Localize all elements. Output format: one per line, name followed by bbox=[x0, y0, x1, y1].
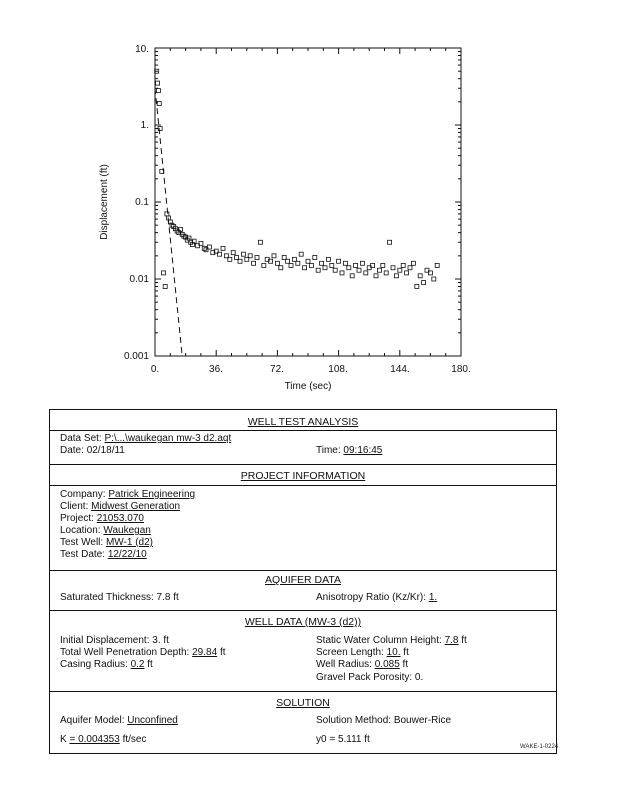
data-point bbox=[323, 266, 327, 270]
test-date-row bbox=[60, 549, 147, 561]
y-axis-label: Displacement (ft) bbox=[99, 164, 110, 240]
date-value: 02/18/11 bbox=[86, 445, 125, 456]
data-point bbox=[354, 263, 358, 267]
data-point bbox=[350, 274, 354, 278]
solution-title: SOLUTION bbox=[276, 697, 330, 709]
data-point bbox=[418, 274, 422, 278]
data-point bbox=[162, 271, 166, 275]
data-point bbox=[313, 256, 317, 260]
y-tick-label: 1. bbox=[140, 120, 149, 131]
data-set-row bbox=[60, 433, 231, 445]
data-point bbox=[316, 268, 320, 272]
well-radius-row bbox=[316, 659, 408, 671]
y-tick-label: 10. bbox=[135, 44, 149, 55]
well-radius-label: Well Radius: bbox=[316, 659, 372, 670]
test-well-value: MW-1 (d2) bbox=[105, 537, 153, 548]
time-row bbox=[316, 445, 382, 457]
footer-code: WAKE-1-0224 bbox=[520, 744, 559, 750]
data-point bbox=[221, 246, 225, 250]
screen-length-row bbox=[316, 647, 409, 659]
casing-radius-row bbox=[60, 659, 153, 671]
screen-length-value: 10. bbox=[386, 647, 401, 658]
gravel-pack-porosity: Gravel Pack Porosity: 0. bbox=[316, 672, 424, 683]
data-point bbox=[303, 266, 307, 270]
x-tick-labels bbox=[151, 364, 471, 375]
divider bbox=[50, 691, 556, 692]
data-point bbox=[391, 266, 395, 270]
data-point bbox=[360, 261, 364, 265]
data-point bbox=[401, 263, 405, 267]
well-data-title: WELL DATA (MW-3 (d2)) bbox=[244, 616, 362, 628]
data-point bbox=[432, 277, 436, 281]
y-tick-labels bbox=[124, 44, 149, 362]
data-point bbox=[343, 261, 347, 265]
company-value: Patrick Engineering bbox=[108, 489, 196, 500]
client-row bbox=[60, 501, 180, 513]
k-label: K bbox=[60, 734, 67, 745]
aquifer-model-label: Aquifer Model: bbox=[60, 715, 125, 726]
penetration-depth-row bbox=[60, 647, 226, 659]
data-point bbox=[377, 268, 381, 272]
data-point bbox=[296, 261, 300, 265]
data-point bbox=[347, 266, 351, 270]
data-point bbox=[156, 81, 160, 85]
y0-value: y0 = 5.111 ft bbox=[316, 734, 370, 745]
casing-radius-label: Casing Radius: bbox=[60, 659, 128, 670]
data-point bbox=[255, 256, 259, 260]
project-row bbox=[60, 513, 144, 525]
project-info-title: PROJECT INFORMATION bbox=[240, 470, 366, 482]
data-point bbox=[364, 271, 368, 275]
divider bbox=[50, 570, 556, 571]
data-point bbox=[272, 254, 276, 258]
x-tick-label: 180. bbox=[451, 364, 471, 375]
data-point bbox=[163, 284, 167, 288]
test-date-label: Test Date: bbox=[60, 549, 106, 560]
divider bbox=[50, 610, 556, 611]
data-point bbox=[309, 263, 313, 267]
aquifer-data-title: AQUIFER DATA bbox=[264, 574, 342, 586]
data-point bbox=[333, 268, 337, 272]
x-tick-label: 108. bbox=[328, 364, 348, 375]
casing-radius-value: 0.2 bbox=[130, 659, 145, 670]
divider bbox=[50, 485, 556, 486]
aquifer-model-row bbox=[60, 715, 178, 727]
x-tick-label: 36. bbox=[209, 364, 223, 375]
data-point bbox=[415, 284, 419, 288]
well-radius-unit: ft bbox=[402, 659, 409, 670]
data-point bbox=[299, 252, 303, 256]
date-row bbox=[60, 445, 125, 457]
data-point bbox=[241, 252, 245, 256]
x-tick-label: 72. bbox=[270, 364, 284, 375]
well-test-title: WELL TEST ANALYSIS bbox=[247, 416, 359, 428]
time-value: 09:16:45 bbox=[343, 445, 383, 456]
location-value: Waukegan bbox=[103, 525, 151, 536]
data-point bbox=[337, 259, 341, 263]
data-point bbox=[231, 251, 235, 255]
test-date-value: 12/22/10 bbox=[107, 549, 147, 560]
data-point bbox=[411, 261, 415, 265]
client-label: Client: bbox=[60, 501, 89, 512]
data-point bbox=[326, 257, 330, 261]
data-point bbox=[258, 240, 262, 244]
time-label: Time: bbox=[316, 445, 341, 456]
well-radius-value: 0.085 bbox=[374, 659, 400, 670]
location-label: Location: bbox=[60, 525, 101, 536]
penetration-depth-label: Total Well Penetration Depth: bbox=[60, 647, 190, 658]
static-water-column-value: 7.8 bbox=[444, 635, 459, 646]
aquifer-model-value: Unconfined bbox=[127, 715, 178, 726]
x-axis-label: Time (sec) bbox=[284, 381, 332, 392]
y-tick-label: 0.1 bbox=[135, 197, 149, 208]
k-value: = 0.004353 bbox=[69, 734, 120, 745]
data-point bbox=[388, 240, 392, 244]
data-point bbox=[289, 263, 293, 267]
anisotropy-row bbox=[316, 592, 437, 604]
plot-frame bbox=[155, 48, 461, 356]
casing-radius-unit: ft bbox=[147, 659, 153, 670]
data-point bbox=[422, 281, 426, 285]
data-point bbox=[394, 274, 398, 278]
date-label: Date: bbox=[60, 445, 84, 456]
test-well-row bbox=[60, 537, 153, 549]
divider bbox=[50, 430, 556, 431]
static-water-column-row bbox=[316, 635, 467, 647]
data-point bbox=[156, 89, 160, 93]
screen-length-label: Screen Length: bbox=[316, 647, 384, 658]
client-value: Midwest Generation bbox=[91, 501, 181, 512]
k-unit: ft/sec bbox=[122, 734, 147, 745]
data-point bbox=[275, 261, 279, 265]
anisotropy-label: Anisotropy Ratio (Kz/Kr): bbox=[316, 592, 427, 603]
company-label: Company: bbox=[60, 489, 106, 500]
x-tick-label: 0. bbox=[150, 364, 160, 375]
data-set-label: Data Set: bbox=[60, 433, 102, 444]
data-point bbox=[405, 271, 409, 275]
penetration-depth-unit: ft bbox=[219, 647, 226, 658]
k-row bbox=[60, 734, 146, 746]
data-point bbox=[279, 266, 283, 270]
project-label: Project: bbox=[60, 513, 94, 524]
y-tick-label: 0.01 bbox=[129, 274, 149, 285]
test-well-label: Test Well: bbox=[60, 537, 104, 548]
data-point bbox=[384, 271, 388, 275]
saturated-thickness: Saturated Thickness: 7.8 ft bbox=[60, 592, 179, 603]
static-water-column-unit: ft bbox=[461, 635, 467, 646]
axis-ticks bbox=[155, 48, 461, 356]
data-point bbox=[408, 266, 412, 270]
divider bbox=[50, 464, 556, 465]
static-water-column-label: Static Water Column Height: bbox=[316, 635, 442, 646]
data-set-value: P:\...\waukegan mw-3 d2.aqt bbox=[104, 433, 232, 444]
solution-method: Solution Method: Bouwer-Rice bbox=[316, 715, 452, 726]
company-row bbox=[60, 489, 195, 501]
screen-length-unit: ft bbox=[403, 647, 409, 658]
data-point bbox=[374, 274, 378, 278]
data-points bbox=[155, 69, 440, 288]
data-point bbox=[330, 263, 334, 267]
well-test-report bbox=[49, 409, 557, 754]
data-point bbox=[398, 268, 402, 272]
anisotropy-value: 1. bbox=[428, 592, 438, 603]
data-point bbox=[262, 263, 266, 267]
data-point bbox=[381, 263, 385, 267]
y-tick-label: 0.001 bbox=[123, 351, 149, 362]
data-point bbox=[340, 271, 344, 275]
x-tick-label: 144. bbox=[390, 364, 410, 375]
data-point bbox=[320, 261, 324, 265]
project-value: 21053.070 bbox=[96, 513, 144, 524]
initial-displacement: Initial Displacement: 3. ft bbox=[60, 635, 169, 646]
data-point bbox=[252, 261, 256, 265]
data-point bbox=[292, 257, 296, 261]
data-point bbox=[165, 212, 169, 216]
data-point bbox=[435, 263, 439, 267]
penetration-depth-value: 29.84 bbox=[192, 647, 218, 658]
location-row bbox=[60, 525, 151, 537]
data-point bbox=[357, 268, 361, 272]
data-point bbox=[306, 259, 310, 263]
